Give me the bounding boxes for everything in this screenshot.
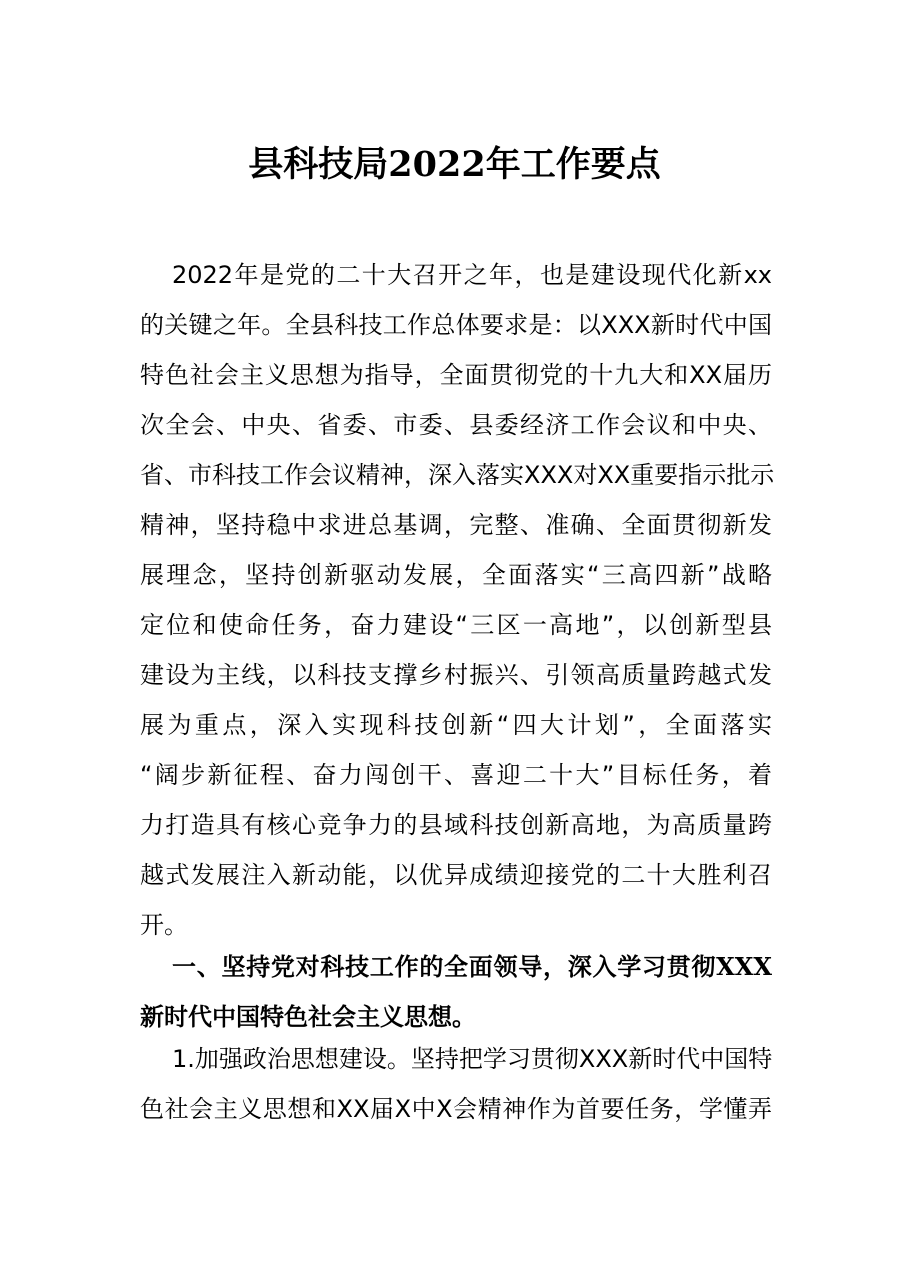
intro-line: 2022年是党的二十大召开之年，也是建设现代化新xx [172,261,772,289]
intro-line: 开。 [140,911,188,939]
intro-line: “阔步新征程、奋力闯创干、喜迎二十大”目标任务，着 [140,761,772,789]
item-line: 色社会主义思想和XX届X中X会精神作为首要任务，学懂弄 [140,1095,772,1123]
intro-line: 的关键之年。全县科技工作总体要求是：以XXX新时代中国 [140,311,772,339]
intro-paragraph [140,250,775,950]
intro-line: 展为重点，深入实现科技创新“四大计划”，全面落实 [140,711,772,739]
intro-line: 省、市科技工作会议精神，深入落实XXX对XX重要指示批示 [140,461,775,489]
intro-line: 力打造具有核心竞争力的县域科技创新高地，为高质量跨 [140,811,772,839]
intro-line: 特色社会主义思想为指导，全面贯彻党的十九大和XX届历 [140,361,772,389]
section-heading [140,942,772,1042]
intro-line: 建设为主线，以科技支撑乡村振兴、引领高质量跨越式发 [140,661,772,689]
intro-line: 展理念，坚持创新驱动发展，全面落实“三高四新”战略 [140,561,772,589]
section-heading-line: 一、坚持党对科技工作的全面领导，深入学习贯彻XXX [172,952,772,981]
intro-line: 次全会、中央、省委、市委、县委经济工作会议和中央、 [140,411,772,439]
intro-line: 定位和使命任务，奋力建设“三区一高地”，以创新型县 [140,611,772,639]
section-heading-line: 新时代中国特色社会主义思想。 [140,1002,476,1031]
intro-line: 精神，坚持稳中求进总基调，完整、准确、全面贯彻新发 [140,511,772,539]
item-paragraph [140,1034,772,1134]
document-title: 县科技局2022年工作要点 [248,144,661,185]
intro-line: 越式发展注入新动能，以优异成绩迎接党的二十大胜利召 [140,861,772,889]
item-line: 1.加强政治思想建设。坚持把学习贯彻XXX新时代中国特 [172,1045,773,1073]
